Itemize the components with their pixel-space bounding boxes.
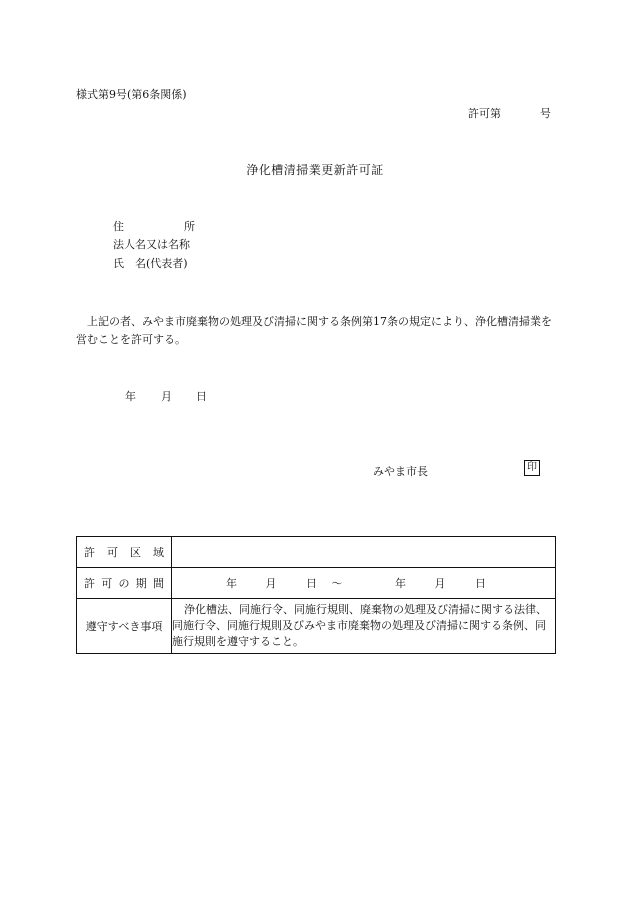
issuer-mayor: みやま市長 bbox=[373, 465, 428, 478]
period-end-day: 日 bbox=[475, 577, 486, 590]
table-row bbox=[77, 537, 556, 568]
permission-statement: 上記の者、みやま市廃棄物の処理及び清掃に関する条例第17条の規定により、浄化槽清掃業を営むことを許可する。 bbox=[76, 315, 552, 346]
permit-details-table bbox=[76, 536, 556, 654]
table-row bbox=[77, 568, 556, 599]
label-char: 許 bbox=[84, 577, 95, 590]
form-number: 様式第9号(第6条関係) bbox=[76, 88, 187, 101]
address-label-char: 住 bbox=[113, 220, 124, 233]
date-month: 月 bbox=[161, 390, 172, 403]
permit-area-value bbox=[172, 537, 556, 568]
compliance-text: 浄化槽法、同施行令、同施行規則、廃棄物の処理及び清掃に関する法律、同施行令、同施行規則及びみやま市廃棄物の処理及び清掃に関する条例、同施行規則を遵守すること。 bbox=[172, 599, 556, 654]
representative-name-label: 氏 名(代表者) bbox=[113, 257, 188, 270]
label-char: 可 bbox=[101, 577, 113, 590]
compliance-label: 遵守すべき事項 bbox=[77, 599, 172, 654]
permit-area-label bbox=[77, 537, 172, 568]
document-title: 浄化槽清掃業更新許可証 bbox=[246, 163, 384, 177]
date-day: 日 bbox=[196, 390, 207, 403]
permit-number-label: 許可第 bbox=[468, 107, 501, 120]
label-char: の bbox=[118, 577, 130, 590]
permit-period-label bbox=[77, 568, 172, 599]
period-start-year: 年 bbox=[226, 577, 237, 590]
label-char: 期 bbox=[135, 577, 147, 590]
label-char: 域 bbox=[153, 546, 164, 559]
table-row bbox=[77, 599, 556, 654]
seal-mark: 印 bbox=[524, 460, 540, 476]
label-char: 可 bbox=[107, 546, 118, 559]
corporation-name-label: 法人名又は名称 bbox=[113, 238, 190, 251]
label-char: 許 bbox=[84, 546, 95, 559]
period-tilde: ～ bbox=[331, 577, 343, 590]
period-end-year: 年 bbox=[395, 577, 406, 590]
permit-number-suffix: 号 bbox=[540, 107, 551, 120]
permit-period-value bbox=[172, 568, 556, 599]
period-end-month: 月 bbox=[434, 577, 446, 590]
address-label bbox=[113, 218, 195, 234]
period-start-day: 日 bbox=[306, 577, 317, 590]
label-char: 間 bbox=[153, 577, 164, 590]
label-char: 区 bbox=[130, 546, 141, 559]
date-year: 年 bbox=[125, 390, 136, 403]
address-label-char: 所 bbox=[184, 220, 195, 233]
period-start-month: 月 bbox=[265, 577, 277, 590]
